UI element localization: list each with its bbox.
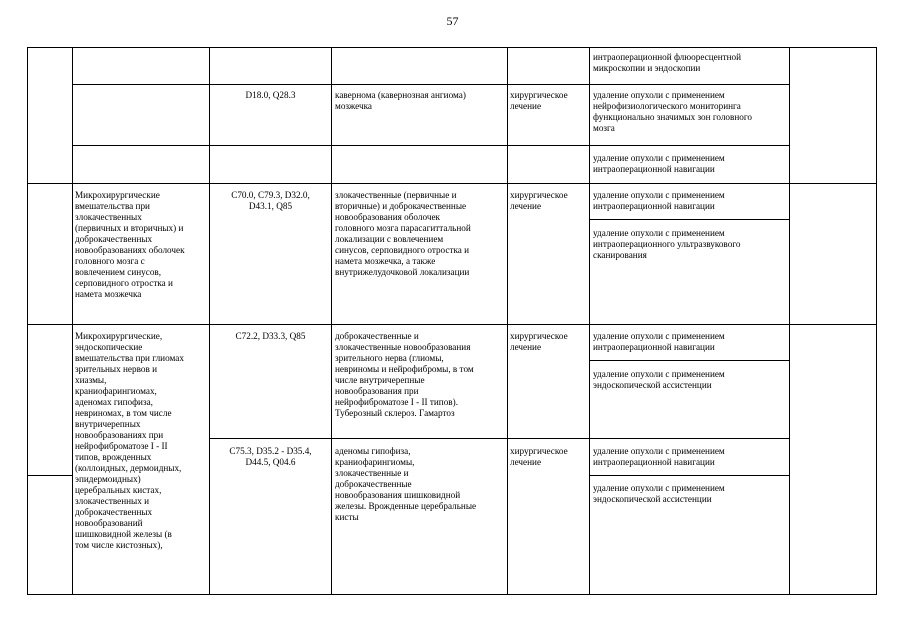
row-divider (589, 360, 789, 361)
row-divider (209, 438, 789, 439)
treatment-type-cell: хирургическое лечение (510, 446, 568, 467)
column-divider (331, 47, 332, 594)
treatment-method-cell: удаление опухоли с применением интраоперационной навигации (593, 153, 725, 174)
treatment-type-cell: хирургическое лечение (510, 90, 568, 111)
table-left-border (27, 47, 28, 594)
treatment-method-cell: удаление опухоли с применением эндоскопической ассистенции (593, 369, 725, 390)
diagnosis-codes-cell: C72.2, D33.3, Q85 (235, 331, 306, 341)
treatment-method-cell: удаление опухоли с применением эндоскопической ассистенции (593, 483, 725, 504)
row-divider (72, 145, 789, 146)
row-divider (589, 219, 789, 220)
disease-model-cell: аденомы гипофиза, краниофарингиомы, злокачественные и доброкачественные новообразования шишковидной железы. Врожденные церебральные кисты (335, 446, 477, 522)
row-divider (589, 475, 789, 476)
treatment-type-cell: хирургическое лечение (510, 190, 568, 211)
treatment-method-cell: удаление опухоли с применением нейрофизиологического мониторинга функционально значимых зон головного мозга (593, 90, 753, 133)
table-right-border (876, 47, 877, 594)
treatment-method-cell: интраоперационной флюоресцентной микроскопии и эндоскопии (593, 52, 742, 73)
column-divider (209, 47, 210, 594)
treatment-method-cell: удаление опухоли с применением интраоперационной навигации (593, 446, 725, 467)
diagnosis-codes-cell: C70.0, C79.3, D32.0, D43.1, Q85 (231, 190, 310, 211)
treatment-method-cell: удаление опухоли с применением интраоперационной навигации (593, 331, 725, 352)
treatment-method-cell: удаление опухоли с применением интраоперационной навигации (593, 190, 725, 211)
column-divider (789, 47, 790, 594)
diagnosis-codes-cell: D18.0, Q28.3 (245, 90, 296, 100)
column-divider (589, 47, 590, 594)
row-divider (72, 84, 789, 85)
care-type-name-cell: Микрохирургические вмешательства при злокачественных (первичных и вторичных) и доброкачественных новообразованиях оболочек головного мозга с вовлечением синусов, серповидного отростка и намета мозжечка (75, 190, 185, 299)
care-type-name-cell: Микрохирургические, эндоскопические вмешательства при глиомах зрительных нервов и хиазмы, краниофарингиомах, аденомах гипофиза, невриномах, в том числе внутричерепных новообразованиях при нейрофиброматозе I - II типов, врожденных (коллоидных, дермоидных, эпидермоидных) церебральных кистах, злокачественных и доброкачественных новообразований шишковидной железы (в том числе кистозных), (75, 331, 184, 550)
treatment-method-cell: удаление опухоли с применением интраоперационного ультразвукового сканирования (593, 228, 741, 260)
disease-model-cell: злокачественные (первичные и вторичные) и доброкачественные новообразования оболочек головного мозга парасагиттальной локализации с вовлечением синусов, серповидного отростка и намета мозжечка, а также внутрижелудочковой локализации (335, 190, 471, 277)
column-divider (507, 47, 508, 594)
page-number: 57 (446, 14, 459, 28)
table-top-border (27, 47, 877, 48)
treatment-type-cell: хирургическое лечение (510, 331, 568, 352)
column-divider (72, 47, 73, 594)
diagnosis-codes-cell: C75.3, D35.2 - D35.4, D44.5, Q04.6 (229, 446, 312, 467)
row-divider (27, 324, 877, 325)
table-bottom-border (27, 594, 877, 595)
row-divider (27, 475, 72, 476)
disease-model-cell: доброкачественные и злокачественные новообразования зрительного нерва (глиомы, невриномы и нейрофибромы, в том числе внутричерепные новообразования при нейрофиброматозе I - II типов). Туберозный склероз. Гамартоз (335, 331, 474, 418)
row-divider (27, 183, 877, 184)
disease-model-cell: кавернома (кавернозная ангиома) мозжечка (335, 90, 466, 111)
